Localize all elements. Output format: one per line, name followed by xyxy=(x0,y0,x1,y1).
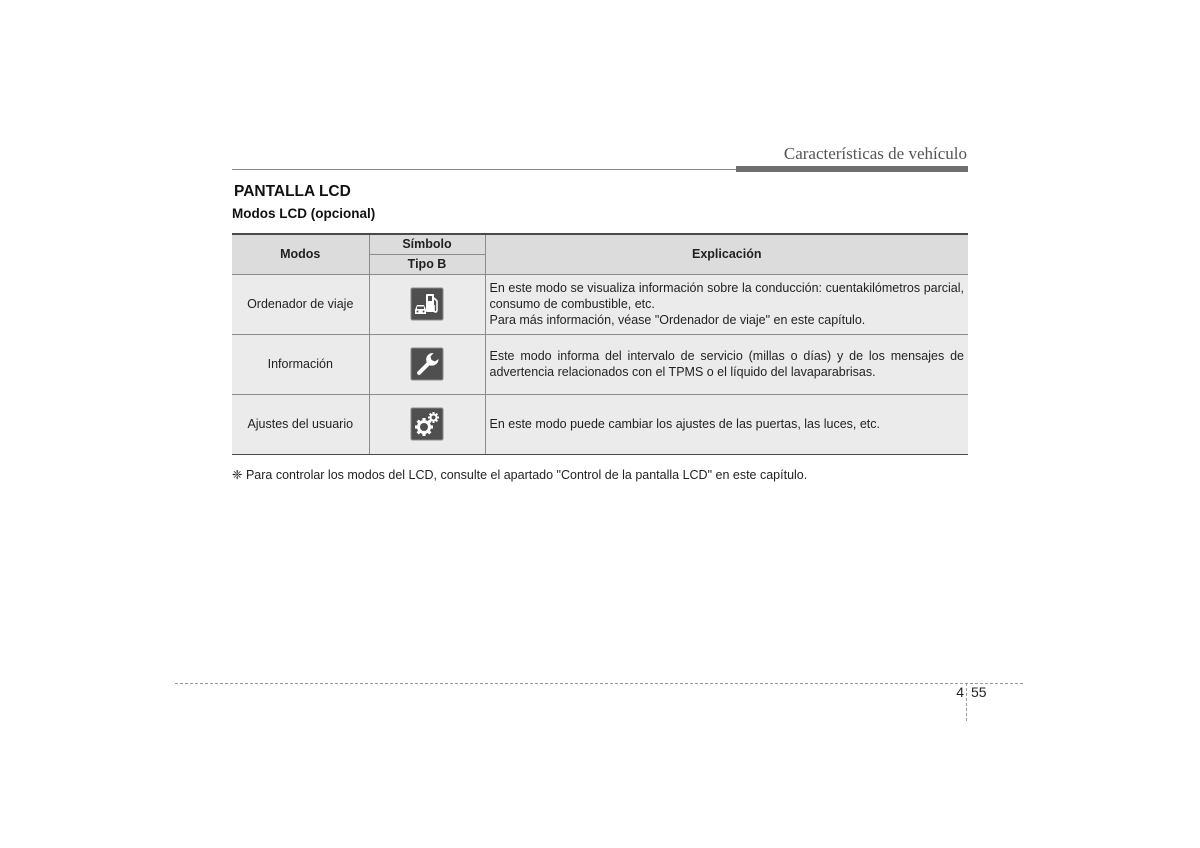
footer-divider-vertical xyxy=(966,683,967,721)
lcd-modes-table xyxy=(232,233,968,455)
chapter-number: 4 xyxy=(956,684,964,700)
mode-explanation: Este modo informa del intervalo de servicio (millas o días) y de los mensajes de advertencia relacionados con el TPMS o el líquido del lavaparabrisas. xyxy=(485,334,968,394)
mode-name: Información xyxy=(232,334,369,394)
table-row xyxy=(232,334,968,394)
mode-name: Ordenador de viaje xyxy=(232,274,369,334)
header-rule xyxy=(232,169,736,170)
wrench-icon xyxy=(411,348,443,380)
mode-explanation: En este modo puede cambiar los ajustes de las puertas, las luces, etc. xyxy=(485,394,968,454)
footer-divider xyxy=(175,683,1023,684)
section-title: PANTALLA LCD xyxy=(234,183,351,200)
subsection-title: Modos LCD (opcional) xyxy=(232,206,376,221)
table-row xyxy=(232,274,968,334)
gears-icon xyxy=(411,408,443,440)
running-header: Características de vehículo xyxy=(783,144,967,163)
header-symbol: Símbolo xyxy=(369,234,485,254)
trip-computer-fuel-icon xyxy=(411,288,443,320)
header-explanation: Explicación xyxy=(485,234,968,274)
mode-name: Ajustes del usuario xyxy=(232,394,369,454)
header-type-b: Tipo B xyxy=(369,254,485,274)
footnote: ❈ Para controlar los modos del LCD, consulte el apartado "Control de la pantalla LCD" en este capítulo. xyxy=(232,468,808,482)
table-row xyxy=(232,394,968,454)
mode-explanation: En este modo se visualiza información sobre la conducción: cuentakilómetros parcial, consumo de combustible, etc. Para más información, véase "Ordenador de viaje" en este capítulo. xyxy=(485,274,968,334)
header-rule-accent xyxy=(736,166,968,172)
header-modes: Modos xyxy=(232,234,369,274)
page-number: 55 xyxy=(971,684,987,700)
